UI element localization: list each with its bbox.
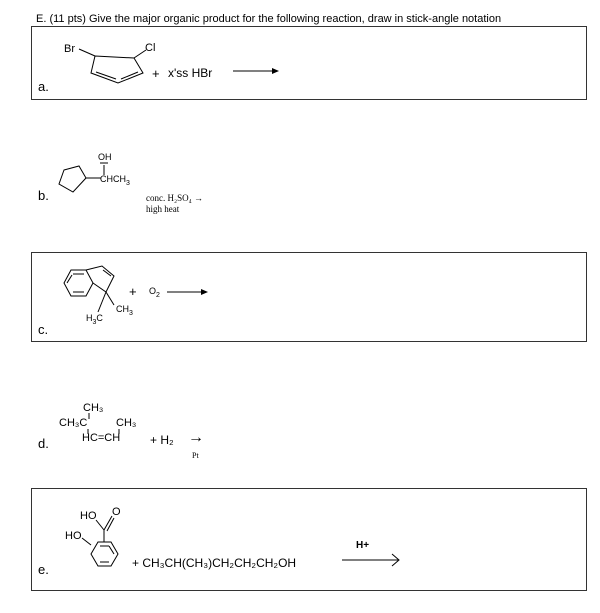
methyl-carbon-label: CH₃C bbox=[59, 417, 88, 429]
part-b-label: b. bbox=[38, 188, 49, 203]
question-title: E. (11 pts) Give the major organic product for the following reaction, draw in stick-angle notation bbox=[36, 13, 502, 25]
part-e-label: e. bbox=[38, 562, 49, 577]
part-a-label: a. bbox=[38, 79, 49, 94]
plus-sign-c: + bbox=[129, 284, 137, 299]
part-d-label: d. bbox=[38, 436, 49, 451]
chch3-label: $CHCH_3$ bbox=[100, 174, 130, 187]
reagent-hbr: x'ss HBr bbox=[168, 66, 213, 80]
phenol-hydroxyl-label: HO bbox=[65, 530, 82, 542]
oxygen-reagent: $O_2$ bbox=[149, 286, 160, 299]
hydroxyl-label: OH bbox=[98, 152, 112, 162]
acid-catalyst: H+ bbox=[356, 540, 370, 551]
reagent-acid: conc. H₂SO₄ → bbox=[146, 193, 204, 203]
chlorine-label: Cl bbox=[145, 42, 156, 54]
alkene-label: HC=CH bbox=[82, 432, 121, 444]
platinum-catalyst: Pt bbox=[192, 451, 199, 460]
arrow-d: → bbox=[188, 429, 204, 446]
reagent-heat: high heat bbox=[146, 204, 180, 214]
carboxyl-hydroxyl-label: HO bbox=[80, 510, 97, 522]
bromine-label: Br bbox=[64, 43, 75, 55]
methyl-right-d-label: CH₃ bbox=[116, 417, 137, 429]
alcohol-reagent: + CH₃CH(CH₃)CH₂CH₂CH₂OH bbox=[132, 556, 297, 570]
carbonyl-oxygen-label: O bbox=[112, 506, 121, 518]
methyl-top-label: CH₃ bbox=[83, 402, 104, 414]
plus-sign: + bbox=[152, 66, 160, 81]
methyl-left-label: $H_3C$ bbox=[86, 313, 103, 326]
methyl-right-label: $CH_3$ bbox=[116, 304, 133, 317]
part-c-label: c. bbox=[38, 322, 49, 337]
hydrogen-reagent: + H₂ bbox=[150, 433, 174, 447]
